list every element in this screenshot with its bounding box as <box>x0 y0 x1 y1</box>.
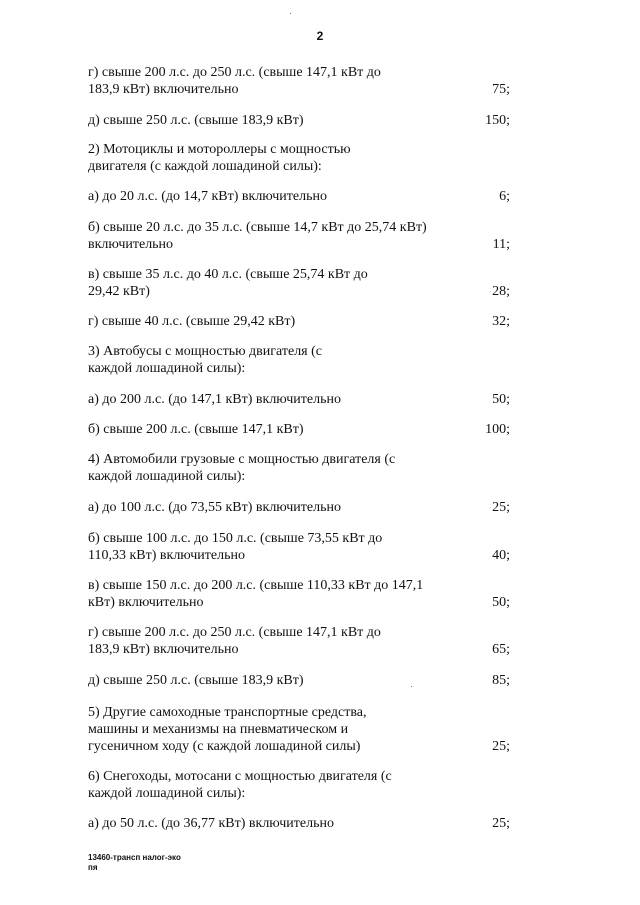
item-rate: 40; <box>492 548 510 563</box>
item-rate: 25; <box>492 739 510 754</box>
item-text: д) свыше 250 л.с. (свыше 183,9 кВт) <box>88 673 304 688</box>
list-item <box>88 624 510 658</box>
list-item <box>88 391 510 408</box>
document-footer <box>88 853 181 873</box>
item-rate: 11; <box>492 237 510 252</box>
item-text: в) свыше 150 л.с. до 200 л.с. (свыше 110,33 кВт до 147,1 кВт) включительно <box>88 578 424 610</box>
item-rate: 6; <box>499 189 510 204</box>
scan-speck <box>290 13 291 14</box>
section-heading: 5) Другие самоходные транспортные средства, машины и механизмы на пневматическом и гусеничном ходу (с каждой лошадиной силы) <box>88 705 367 754</box>
list-item <box>88 530 510 564</box>
item-rate: 150; <box>485 113 510 128</box>
item-rate: 50; <box>492 392 510 407</box>
list-item <box>88 451 510 485</box>
list-item <box>88 112 510 129</box>
item-text: г) свыше 200 л.с. до 250 л.с. (свыше 147,1 кВт до 183,9 кВт) включительно <box>88 625 381 657</box>
list-item <box>88 313 510 330</box>
item-text: г) свыше 200 л.с. до 250 л.с. (свыше 147,1 кВт до 183,9 кВт) включительно <box>88 65 381 97</box>
section-heading: 6) Снегоходы, мотосани с мощностью двигателя (с каждой лошадиной силы): <box>88 769 392 801</box>
item-text: г) свыше 40 л.с. (свыше 29,42 кВт) <box>88 314 296 329</box>
item-text: а) до 200 л.с. (до 147,1 кВт) включительно <box>88 392 341 407</box>
section-heading: 3) Автобусы с мощностью двигателя (с каждой лошадиной силы): <box>88 344 323 376</box>
section-heading: 2) Мотоциклы и мотороллеры с мощностью двигателя (с каждой лошадиной силы): <box>88 142 351 174</box>
item-rate: 65; <box>492 642 510 657</box>
item-rate: 75; <box>492 82 510 97</box>
item-text: б) свыше 100 л.с. до 150 л.с. (свыше 73,55 кВт до 110,33 кВт) включительно <box>88 531 383 563</box>
list-item <box>88 219 510 253</box>
list-item <box>88 499 510 516</box>
list-item <box>88 815 510 832</box>
footer-initials: пя <box>88 863 98 872</box>
item-rate: 25; <box>492 816 510 831</box>
item-rate: 100; <box>485 422 510 437</box>
item-text: а) до 50 л.с. (до 36,77 кВт) включительно <box>88 816 334 831</box>
tax-rate-list <box>88 64 510 843</box>
list-item <box>88 577 510 611</box>
item-text: а) до 100 л.с. (до 73,55 кВт) включительно <box>88 500 341 515</box>
item-text: б) свыше 20 л.с. до 35 л.с. (свыше 14,7 кВт до 25,74 кВт) включительно <box>88 220 427 252</box>
item-rate: 32; <box>492 314 510 329</box>
list-item <box>88 343 510 377</box>
list-item <box>88 188 510 205</box>
list-item <box>88 421 510 438</box>
item-text: б) свыше 200 л.с. (свыше 147,1 кВт) <box>88 422 304 437</box>
list-item <box>88 672 510 689</box>
list-item <box>88 768 510 802</box>
list-item <box>88 704 510 755</box>
item-text: в) свыше 35 л.с. до 40 л.с. (свыше 25,74 кВт до 29,42 кВт) <box>88 267 368 299</box>
item-text: а) до 20 л.с. (до 14,7 кВт) включительно <box>88 189 327 204</box>
list-item <box>88 266 510 300</box>
list-item <box>88 64 510 98</box>
section-heading: 4) Автомобили грузовые с мощностью двигателя (с каждой лошадиной силы): <box>88 452 396 484</box>
item-rate: 85; <box>492 673 510 688</box>
item-text: д) свыше 250 л.с. (свыше 183,9 кВт) <box>88 113 304 128</box>
item-rate: 25; <box>492 500 510 515</box>
footer-file-code: 13460-трансп налог-эко <box>88 853 181 862</box>
page-number: 2 <box>316 29 324 43</box>
item-rate: 50; <box>492 595 510 610</box>
list-item <box>88 141 510 175</box>
item-rate: 28; <box>492 284 510 299</box>
